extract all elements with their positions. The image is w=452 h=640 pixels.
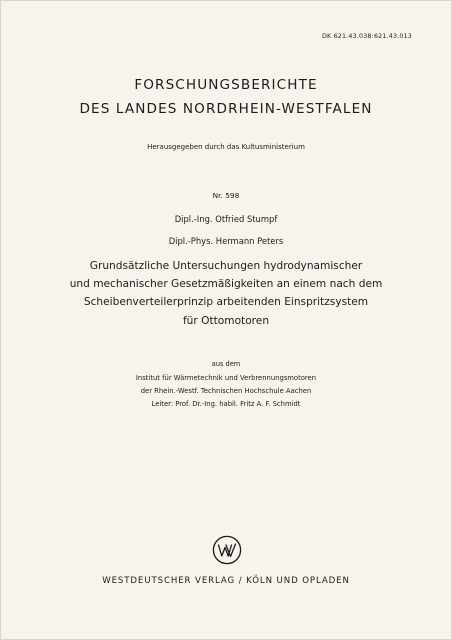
title-line-3: Scheibenverteilerprinzip arbeitenden Einspritzsystem: [83, 296, 369, 309]
publisher-footer: WESTDEUTSCHER VERLAG / KÖLN UND OPLADEN: [102, 576, 350, 586]
institute-block: [1, 372, 451, 410]
institute-intro: aus dem: [211, 360, 241, 368]
dk-classification: DK 621.43.038:621.43.013: [321, 33, 412, 40]
author-2: Dipl.-Phys. Hermann Peters: [168, 236, 284, 246]
report-title: [1, 257, 451, 330]
series-title-line-1: FORSCHUNGSBERICHTE: [134, 77, 318, 93]
institute-line-1: Institut für Wärmetechnik und Verbrennungsmotoren: [135, 374, 317, 382]
series-title-line-2: DES LANDES NORDRHEIN-WESTFALEN: [79, 101, 373, 117]
author-1: Dipl.-Ing. Otfried Stumpf: [174, 214, 278, 224]
title-line-1: Grundsätzliche Untersuchungen hydrodynamischer: [89, 260, 363, 272]
publisher-line: Herausgegeben durch das Kultusministerium: [147, 143, 305, 151]
title-line-4: für Ottomotoren: [182, 314, 270, 327]
report-number: Nr. 598: [212, 191, 240, 200]
institute-line-2: der Rhein.-Westf. Technischen Hochschule Aachen: [140, 386, 312, 395]
westdeutscher-verlag-logo-icon: [212, 535, 242, 565]
institute-line-3: Leiter: Prof. Dr.-Ing. habil. Fritz A. F. Schmidt: [151, 399, 301, 408]
title-line-2: und mechanischer Gesetzmäßigkeiten an einem nach dem: [69, 278, 383, 291]
